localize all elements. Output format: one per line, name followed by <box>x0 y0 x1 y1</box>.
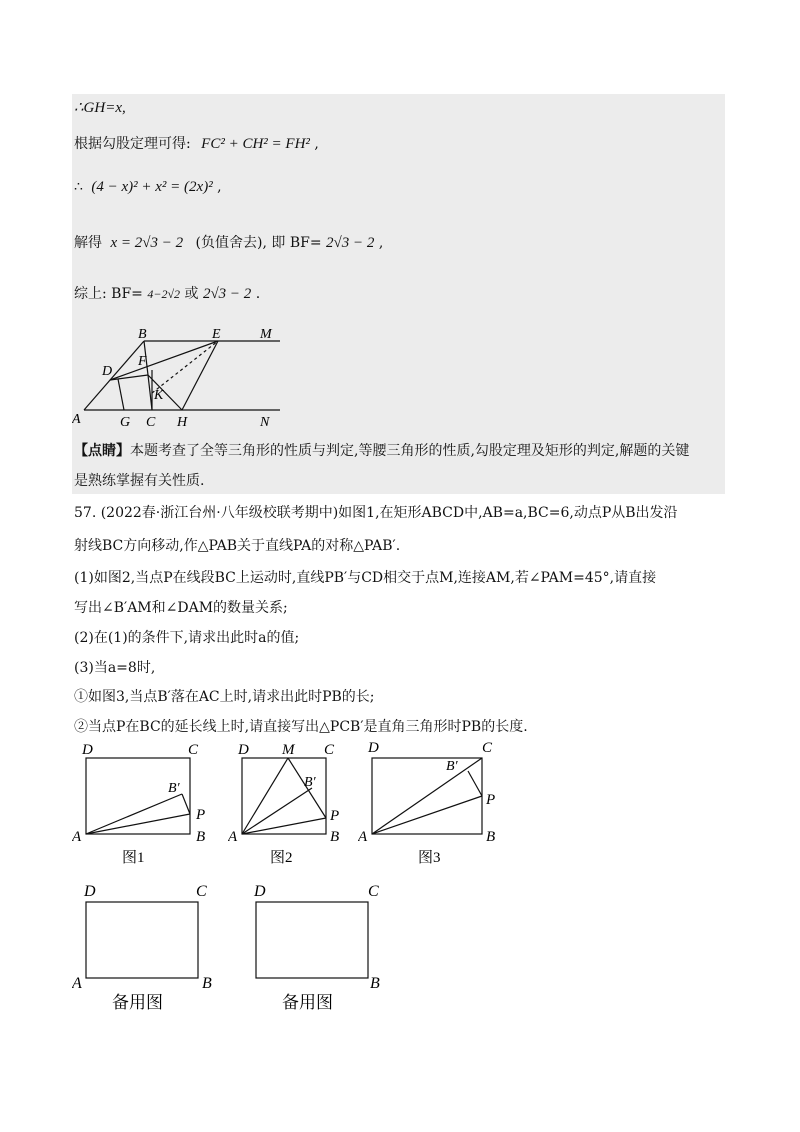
problem-line-1 <box>74 502 678 524</box>
fig3-label-C: C <box>482 740 493 756</box>
problem-part-1: (1)如图2,当点P在线段BC上运动时,直线PB′与CD相交于点M,连接AM,若∠PAM=45°,请直接 <box>74 570 657 586</box>
fig1-label-C: C <box>188 742 199 758</box>
label-M: M <box>260 327 272 342</box>
spare1-label-C: C <box>196 883 207 900</box>
fig2-label-B: B <box>330 829 340 845</box>
comment-tag: 【点睛】 <box>74 443 130 459</box>
bf-value: 2√3 − 2 <box>326 235 375 251</box>
fig1-label-B: B <box>196 829 206 845</box>
problem-line-4 <box>74 597 288 619</box>
bf-value-1: 4−2√2 <box>147 287 181 301</box>
spare-figure-2 <box>240 878 390 1018</box>
label-F: F <box>138 354 147 369</box>
fig2-caption: 图2 <box>270 850 293 866</box>
spare2-label-C: C <box>368 883 379 900</box>
label-G: G <box>120 415 131 428</box>
problem-part-2: (2)在(1)的条件下,请求出此时a的值; <box>74 630 300 646</box>
fig3-label-A: A <box>358 829 368 845</box>
problem-line-7 <box>74 686 375 708</box>
period: . <box>255 286 261 302</box>
label-D: D <box>102 364 113 379</box>
equation-formula: (4 − x)² + x² = (2x)² <box>91 179 213 195</box>
problem-part-3-1: ①如图3,当点B′落在AC上时,请求出此时PB的长; <box>74 689 375 705</box>
solve-label: 解得 <box>74 235 102 251</box>
fig1-label-P: P <box>196 807 206 823</box>
summary-label: 综上: BF= <box>74 286 143 302</box>
label-E: E <box>212 327 221 342</box>
solution-x: x = 2√3 − 2 <box>110 235 184 251</box>
problem-part-3-2: ②当点P在BC的延长线上时,请直接写出△PCB′是直角三角形时PB的长度. <box>74 719 528 735</box>
solution-line-2 <box>74 133 319 155</box>
pythagoras-label: 根据勾股定理可得: <box>74 136 191 152</box>
solution-line-1 <box>74 97 126 119</box>
label-A: A <box>72 412 81 427</box>
label-K: K <box>154 388 164 403</box>
spare2-label-B: B <box>370 975 380 992</box>
figure-2 <box>228 738 353 866</box>
fig3-label-B: B <box>486 829 496 845</box>
spare1-label-D: D <box>84 883 96 900</box>
pythagoras-formula: FC² + CH² = FH² <box>201 136 310 152</box>
solution-line-3 <box>74 176 222 198</box>
comment-text-1: 本题考查了全等三角形的性质与判定,等腰三角形的性质,勾股定理及矩形的判定,解题的关键 <box>130 443 690 459</box>
fig3-label-D: D <box>368 740 379 756</box>
or-text: 或 <box>184 286 199 302</box>
comment-text-2: 是熟练掌握有关性质. <box>74 473 205 489</box>
figure-3 <box>358 738 508 866</box>
comma: , <box>314 136 319 152</box>
spare2-label-D: D <box>254 883 266 900</box>
problem-intro: 57. (2022春·浙江台州·八年级校联考期中)如图1,在矩形ABCD中,AB=a,BC=6,动点P从B出发沿 <box>74 505 678 521</box>
problem-line-6 <box>74 657 155 679</box>
therefore-symbol: ∴ <box>74 179 83 195</box>
comment-line-2 <box>74 470 204 492</box>
problem-line-2 <box>74 535 400 557</box>
fig1-label-D: D <box>82 742 93 758</box>
comment-line-1 <box>74 440 689 462</box>
fig3-label-B-prime: B′ <box>446 759 458 774</box>
solution-line-5 <box>74 283 260 305</box>
fig1-label-A: A <box>72 829 82 845</box>
fig1-caption: 图1 <box>122 850 145 866</box>
spare1-caption: 备用图 <box>112 993 163 1012</box>
problem-symmetry: 射线BC方向移动,作△PAB关于直线PA的对称△PAB′. <box>74 538 401 554</box>
problem-part-1-cont: 写出∠B′AM和∠DAM的数量关系; <box>74 600 288 616</box>
fig2-label-D: D <box>238 742 249 758</box>
fig2-label-M: M <box>282 742 295 758</box>
problem-part-3: (3)当a=8时, <box>74 660 156 676</box>
label-H: H <box>177 415 188 428</box>
spare-figure-1 <box>72 878 222 1018</box>
fig2-label-B-prime: B′ <box>304 775 316 790</box>
fig2-label-P: P <box>330 808 340 824</box>
negative-discard-text: (负值舍去), 即 BF= <box>195 235 322 251</box>
figure-1 <box>72 738 212 866</box>
comma: , <box>217 179 222 195</box>
label-N: N <box>260 415 270 428</box>
fig2-label-A: A <box>228 829 238 845</box>
fig1-label-B-prime: B′ <box>168 781 180 796</box>
comma: , <box>378 235 384 251</box>
problem-line-8 <box>74 716 528 738</box>
spare1-label-B: B <box>202 975 212 992</box>
spare2-caption: 备用图 <box>282 993 333 1012</box>
fig3-caption: 图3 <box>418 850 441 866</box>
problem-line-3 <box>74 567 656 589</box>
fig2-label-C: C <box>324 742 335 758</box>
bf-value-2: 2√3 − 2 <box>202 286 252 302</box>
label-C: C <box>146 415 156 428</box>
solution-line-4 <box>74 232 383 254</box>
figure-parallelogram <box>72 325 287 428</box>
problem-line-5 <box>74 627 299 649</box>
spare1-label-A: A <box>72 975 82 992</box>
fig3-label-P: P <box>486 792 496 808</box>
label-B: B <box>138 327 147 342</box>
gh-equals-x: ∴GH=x, <box>74 100 126 116</box>
